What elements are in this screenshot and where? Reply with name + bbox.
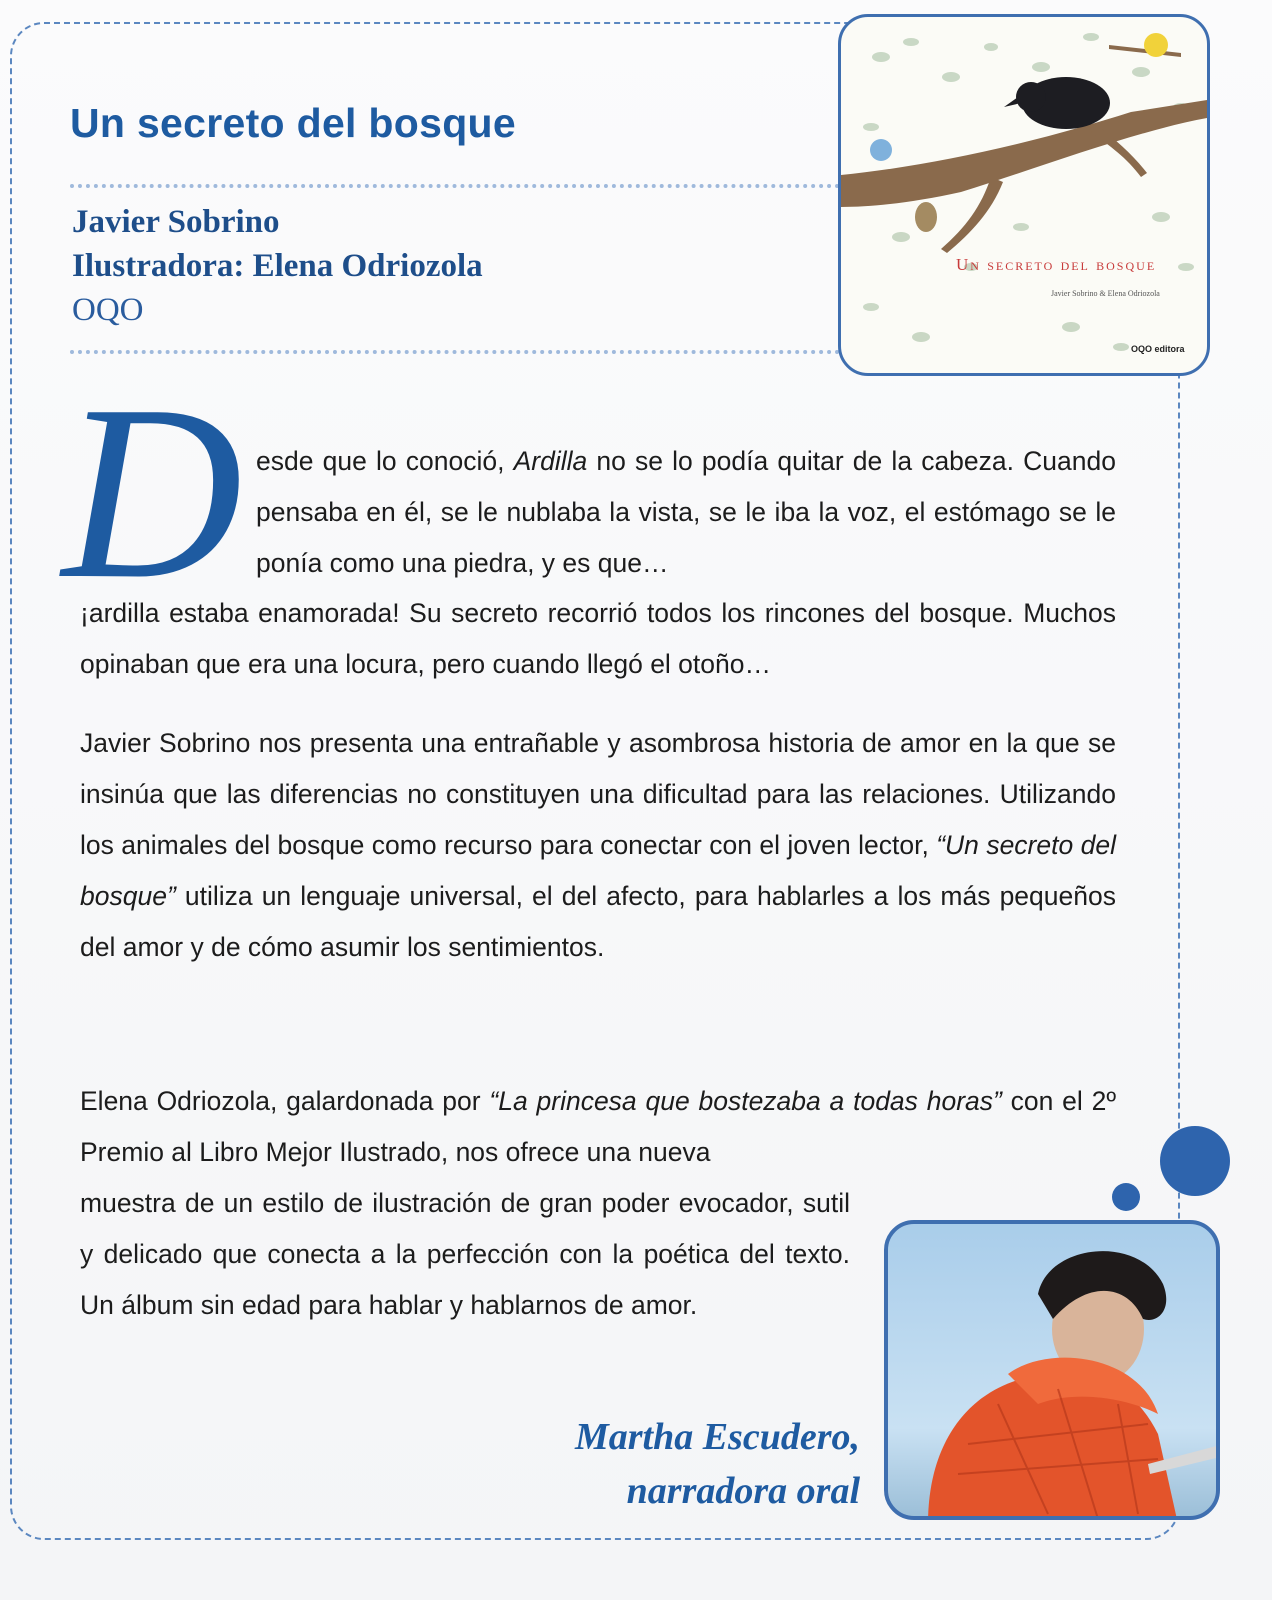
author-name: Javier Sobrino bbox=[72, 204, 280, 240]
p2-book-title: “Un secreto del bosque” bbox=[80, 830, 1116, 911]
paragraph-1-end: ¡ardilla estaba enamorada! Su secreto recorrió todos los rincones del bosque. Muchos opinaban que era una locura, pero cuando llegó el otoño… bbox=[80, 598, 1116, 679]
cover-title: Un secreto del bosque bbox=[956, 255, 1157, 274]
narrator-portrait-photo-icon bbox=[888, 1224, 1220, 1520]
paragraph-3-end: muestra de un estilo de ilustración de gran poder evocador, sutil y delicado que conecta a la perfección con la poética del texto. Un álbum sin edad para hablar y hablarnos de amor. bbox=[80, 1188, 850, 1320]
p2-start: Javier Sobrino nos presenta una entrañable y asombrosa historia de amor en la que se insinúa que las diferencias no constituyen una dificultad para las relaciones. Utilizando los animales del bosque como recurso para conectar con el joven lector, bbox=[80, 728, 1116, 860]
book-cover bbox=[838, 14, 1210, 376]
paragraph-1-intro bbox=[256, 436, 1116, 589]
p1-ardilla: Ardilla bbox=[513, 446, 588, 476]
p2-end: utiliza un lenguaje universal, el del afecto, para hablarles a los más pequeños del amor y de cómo asumir los sentimientos. bbox=[80, 881, 1116, 962]
publisher-name: OQO bbox=[72, 292, 144, 328]
p3-book-title: “La princesa que bostezaba a todas horas” bbox=[489, 1086, 1002, 1116]
p3-start: Elena Odriozola, galardonada por bbox=[80, 1086, 490, 1116]
signature bbox=[575, 1410, 860, 1518]
illustrator-name: Ilustradora: Elena Odriozola bbox=[72, 248, 483, 284]
p1-start: esde que lo conoció, bbox=[256, 446, 514, 476]
decorative-circle-large bbox=[1160, 1126, 1230, 1196]
decorative-circle-small bbox=[1112, 1183, 1140, 1211]
p1-cont: no se lo podía quitar de la cabeza. Cuando pensaba en él, se le nublaba la vista, se le iba la voz, el estómago se le ponía como una piedra, y es que… bbox=[256, 446, 1116, 578]
paragraph-2 bbox=[80, 718, 1116, 973]
paragraph-3-intro bbox=[80, 1076, 1116, 1178]
book-cover-illustration-icon bbox=[841, 17, 1210, 376]
signature-name: Martha Escudero, bbox=[574, 1416, 860, 1458]
cover-authors: Javier Sobrino & Elena Odriozola bbox=[1051, 289, 1160, 298]
book-meta bbox=[72, 200, 483, 332]
dotted-divider-top bbox=[70, 184, 840, 188]
signature-role: narradora oral bbox=[626, 1470, 860, 1512]
narrator-photo bbox=[884, 1220, 1220, 1520]
cover-publisher: OQO editora bbox=[1131, 344, 1185, 354]
review-title: Un secreto del bosque bbox=[70, 100, 517, 146]
p3-mid: con el 2º Premio al Libro Mejor Ilustrado, nos ofrece una nueva bbox=[80, 1086, 1117, 1167]
drop-cap: D bbox=[62, 354, 243, 631]
